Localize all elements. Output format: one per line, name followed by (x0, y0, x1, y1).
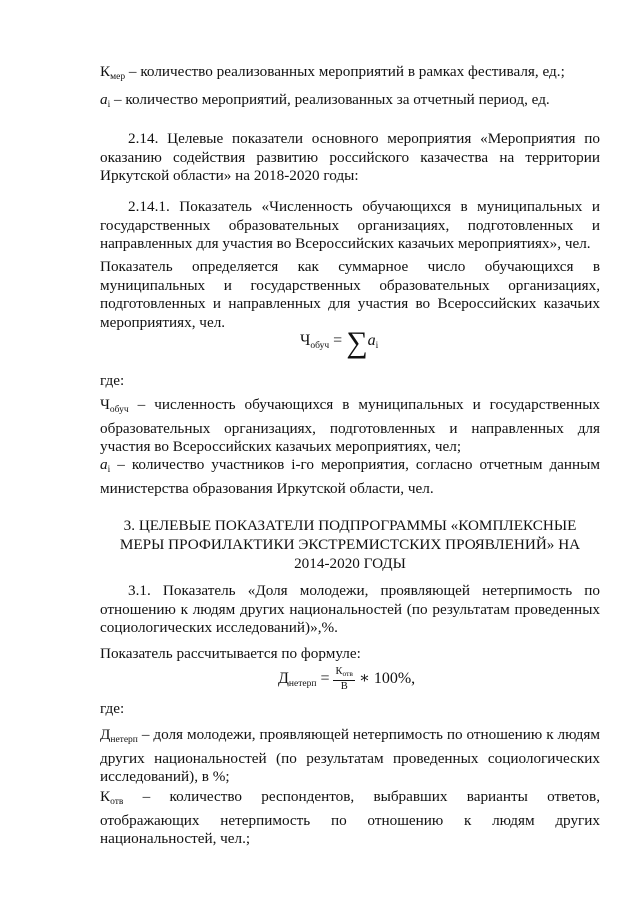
formula1-var-sub: i (375, 341, 379, 351)
fraction-num-sub: отв (342, 669, 353, 678)
ai-text: – количество мероприятий, реализованных за отчетный период, ед. (110, 91, 550, 108)
fraction (333, 666, 355, 693)
kotv-symbol: К (100, 788, 111, 805)
chobuch-definition (100, 396, 600, 457)
ai2-symbol: a (100, 456, 108, 473)
paragraph-2-14-1: 2.14.1. Показатель «Численность обучающихся в муниципальных и государственных образовательных организациях, подготовленных и направленных для участия во Всероссийских казачьих мероприятиях», чел. (100, 198, 600, 253)
formula2-eq: = (316, 670, 334, 688)
kmer-symbol: К (100, 63, 111, 80)
formula2-lhs: Д (278, 670, 289, 688)
heading-line-2: МЕРЫ ПРОФИЛАКТИКИ ЭКСТРЕМИСТСКИХ ПРОЯВЛЕНИЙ» НА (119, 536, 581, 553)
where-label-2: где: (100, 700, 125, 717)
heading-line-3: 2014-2020 ГОДЫ (294, 555, 406, 572)
paragraph-determined: Показатель определяется как суммарное число обучающихся в муниципальных и государственных образовательных организациях, подготовленных и направленных для участия во Всероссийских казачьих мероприятиях, чел. (100, 258, 600, 331)
formula1-lhs-sub: обуч (310, 341, 330, 351)
ai-symbol: a (100, 91, 108, 108)
kmer-subscript: мер (110, 72, 126, 82)
formula-intro: Показатель рассчитывается по формуле: (100, 645, 361, 662)
dneterp-definition (100, 726, 600, 787)
where-label-1: где: (100, 372, 125, 389)
kmer-text: – количество реализованных мероприятий в рамках фестиваля, ед.; (125, 63, 565, 80)
dneterp-subscript: нетерп (110, 735, 138, 745)
fraction-denominator: В (340, 681, 348, 692)
formula-dneterp (278, 666, 415, 694)
dneterp-symbol: Д (100, 726, 111, 743)
formula2-lhs-sub: нетерп (288, 679, 317, 690)
kotv-definition (100, 788, 600, 849)
formula1-lhs: Ч (300, 332, 311, 349)
paragraph-2-14: 2.14. Целевые показатели основного мероприятия «Мероприятия по оказанию содействия развитию российского казачества на территории Иркутской области» на 2018-2020 годы: (100, 130, 600, 185)
formula2-rest: ∗ 100%, (354, 670, 416, 688)
section-3-heading (100, 516, 600, 573)
heading-line-1: 3. ЦЕЛЕВЫЕ ПОКАЗАТЕЛИ ПОДПРОГРАММЫ «КОМПЛЕКСНЫЕ (123, 517, 577, 534)
ai2-text: – количество участников i-го мероприятия, согласно отчетным данным министерства образования Иркутской области, чел. (100, 456, 600, 497)
kotv-subscript: отв (110, 797, 124, 807)
paragraph-3-1: 3.1. Показатель «Доля молодежи, проявляющей нетерпимость по отношению к людям других национальностей (по результатам проведенных социологических исследований)»,%. (100, 582, 600, 637)
ai-subscript: i (107, 100, 111, 110)
fraction-num-sym: К (335, 666, 343, 677)
ai-definition-1 (100, 91, 600, 115)
sum-sign: ∑ (346, 326, 368, 359)
chobuch-text: – численность обучающихся в муниципальных и государственных образовательных организациях, подготовленных и направленных для участия во Всероссийских казачьих мероприятиях, чел; (100, 396, 600, 456)
ai-definition-2 (100, 456, 600, 498)
kmer-definition (100, 63, 600, 87)
formula1-var: a (367, 332, 376, 349)
ai2-subscript: i (107, 465, 111, 475)
fraction-numerator (333, 666, 355, 681)
formula1-eq: = (329, 332, 347, 349)
chobuch-subscript: обуч (109, 405, 129, 415)
chobuch-symbol: Ч (100, 396, 110, 413)
dneterp-text: – доля молодежи, проявляющей нетерпимость по отношению к людям других национальностей (по результатам проведенных социологических исследований), в %; (100, 726, 600, 786)
kotv-text: – количество респондентов, выбравших варианты ответов, отображающих нетерпимость по отношению к людям других национальностей, чел.; (100, 788, 600, 848)
formula-chobuch (300, 326, 379, 359)
